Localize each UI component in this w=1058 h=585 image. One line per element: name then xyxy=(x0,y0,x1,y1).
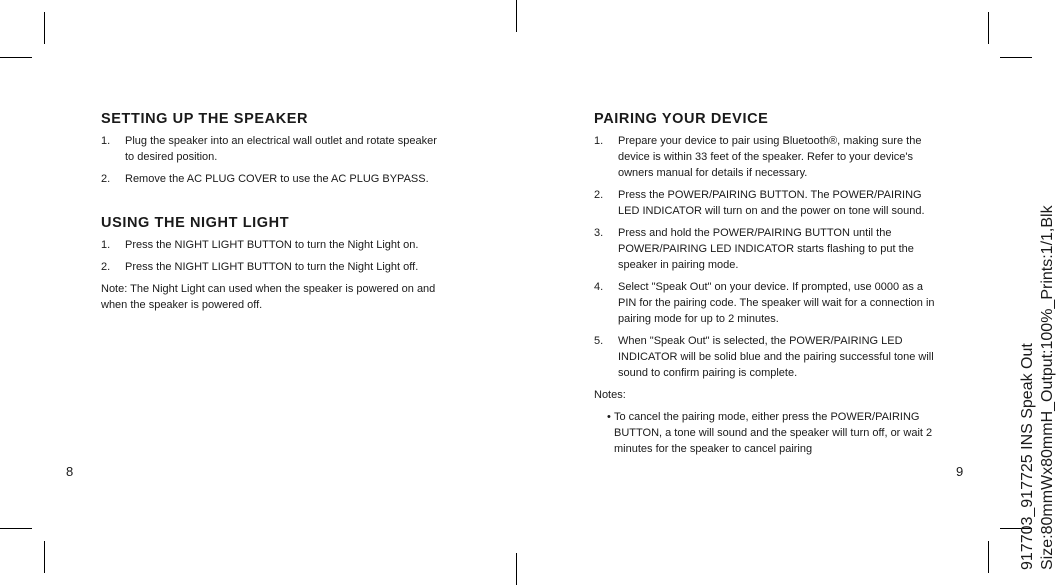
item-text: Prepare your device to pair using Bluetooth®, making sure the device is within 33 feet of the speaker. Refer to your device's owners manual for details if necessary. xyxy=(618,135,922,179)
item-number: 2. xyxy=(101,173,111,185)
list-item xyxy=(594,225,939,273)
item-text: Press the POWER/PAIRING BUTTON. The POWER/PAIRING LED INDICATOR will turn on and the power on tone will sound. xyxy=(618,189,925,217)
bullet-mark: • xyxy=(607,411,611,423)
list-item xyxy=(101,133,441,165)
crop-mark xyxy=(0,528,32,529)
bullet-item xyxy=(594,409,939,457)
note-text: Note: The Night Light can used when the speaker is powered on and when the speaker is powered off. xyxy=(101,283,436,311)
item-text: Press the NIGHT LIGHT BUTTON to turn the Night Light on. xyxy=(125,239,419,251)
page-number: 9 xyxy=(956,464,964,479)
crop-mark xyxy=(0,57,32,58)
right-page xyxy=(594,111,939,457)
bullet-text: To cancel the pairing mode, either press the POWER/PAIRING BUTTON, a tone will sound and the speaker will turn off, or wait 2 minutes for the speaker to cancel pairing xyxy=(614,411,933,455)
item-text: Plug the speaker into an electrical wall outlet and rotate speaker to desired position. xyxy=(125,135,437,163)
crop-mark xyxy=(988,12,989,44)
section-heading: USING THE NIGHT LIGHT xyxy=(101,215,290,231)
item-number: 2. xyxy=(594,189,604,201)
print-spec-line: 917703_917725 INS Speak Out xyxy=(1019,343,1036,570)
list-item xyxy=(101,171,441,187)
crop-mark xyxy=(516,553,517,585)
section-heading: SETTING UP THE SPEAKER xyxy=(101,111,309,127)
crop-mark xyxy=(988,541,989,573)
item-number: 4. xyxy=(594,281,604,293)
left-page xyxy=(101,111,441,313)
item-number: 1. xyxy=(594,135,604,147)
item-number: 2. xyxy=(101,261,111,273)
crop-mark xyxy=(516,0,517,32)
section-heading: PAIRING YOUR DEVICE xyxy=(594,111,769,127)
item-text: Remove the AC PLUG COVER to use the AC PLUG BYPASS. xyxy=(125,173,429,185)
list-item xyxy=(594,133,939,181)
item-number: 3. xyxy=(594,227,604,239)
item-text: Select "Speak Out" on your device. If prompted, use 0000 as a PIN for the pairing code. The speaker will wait for a connection in pairing mode for up to 2 minutes. xyxy=(618,281,935,325)
item-number: 5. xyxy=(594,335,604,347)
item-text: When "Speak Out" is selected, the POWER/PAIRING LED INDICATOR will be solid blue and the pairing successful tone will sound to confirm pairing is complete. xyxy=(618,335,934,379)
list-item xyxy=(101,237,441,253)
page-number: 8 xyxy=(66,464,74,479)
item-text: Press and hold the POWER/PAIRING BUTTON until the POWER/PAIRING LED INDICATOR starts flashing to put the speaker in pairing mode. xyxy=(618,227,914,271)
print-spec-line: Size:80mmWx80mmH_Output:100%_Prints:1/1,Blk xyxy=(1039,205,1056,570)
item-number: 1. xyxy=(101,239,111,251)
print-spec-label xyxy=(1018,205,1058,570)
item-text: Press the NIGHT LIGHT BUTTON to turn the Night Light off. xyxy=(125,261,419,273)
crop-mark xyxy=(44,12,45,44)
item-number: 1. xyxy=(101,135,111,147)
list-item xyxy=(101,259,441,275)
list-item xyxy=(594,187,939,219)
list-item xyxy=(594,333,939,381)
list-item xyxy=(594,279,939,327)
notes-label: Notes: xyxy=(594,389,626,401)
crop-mark xyxy=(44,541,45,573)
crop-mark xyxy=(1000,57,1032,58)
